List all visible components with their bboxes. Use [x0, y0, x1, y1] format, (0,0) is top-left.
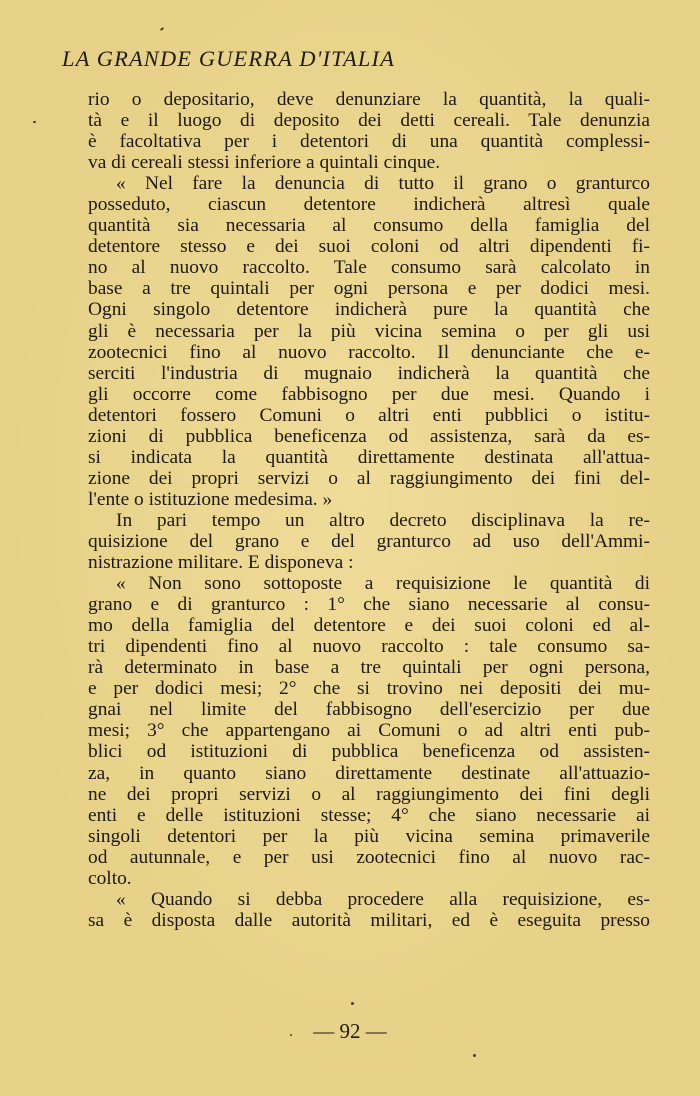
paper-speck: [160, 27, 164, 31]
text-line: base a tre quintali per ogni persona e per dodici mesi.: [88, 278, 650, 300]
text-line: zione dei propri servizi o al raggiungimento dei fini del-: [88, 467, 650, 489]
text-line: In pari tempo un altro decreto disciplinava la re-: [116, 509, 650, 531]
text-line: za, in quanto siano direttamente destinate all'attuazio-: [88, 762, 650, 784]
text-line: gli è necessaria per la più vicina semina o per gli usi: [88, 320, 650, 342]
text-line: zioni di pubblica beneficenza od assistenza, sarà da es-: [88, 425, 650, 447]
text-line: e per dodici mesi; 2° che si trovino nei depositi dei mu-: [88, 678, 650, 700]
text-line: colto.: [88, 867, 132, 889]
text-line: « Non sono sottoposte a requisizione le quantità di: [116, 573, 650, 595]
text-line: mo della famiglia del detentore e dei suoi coloni ed al-: [88, 615, 650, 637]
text-line: detentori fossero Comuni o altri enti pubblici o istitu-: [88, 404, 650, 426]
text-line: « Quando si debba procedere alla requisizione, es-: [116, 888, 650, 910]
text-line: zootecnici fino al nuovo raccolto. Il denunciante che e-: [88, 341, 650, 363]
text-line: grano e di granturco : 1° che siano necessarie al consu-: [88, 594, 650, 616]
text-line: serciti l'industria di mugnaio indicherà la quantità che: [88, 362, 650, 384]
text-line: Ogni singolo detentore indicherà pure la quantità che: [88, 299, 650, 321]
text-line: no al nuovo raccolto. Tale consumo sarà calcolato in: [88, 257, 650, 279]
running-title: LA GRANDE GUERRA D'ITALIA: [62, 46, 395, 71]
text-line: quantità sia necessaria al consumo della famiglia del: [88, 215, 650, 237]
text-line: rio o depositario, deve denunziare la quantità, la quali-: [88, 89, 650, 110]
paper-speck: [473, 1054, 476, 1057]
text-line: rà determinato in base a tre quintali per ogni persona,: [88, 657, 650, 679]
text-line: è facoltativa per i detentori di una quantità complessi-: [88, 131, 650, 153]
text-line: tri dipendenti fino al nuovo raccolto : tale consumo sa-: [88, 636, 650, 658]
text-line: tà e il luogo di deposito dei detti cereali. Tale denunzia: [88, 110, 650, 132]
text-line: l'ente o istituzione medesima. »: [88, 488, 333, 510]
text-line: posseduto, ciascun detentore indicherà altresì quale: [88, 194, 650, 216]
text-line: enti e delle istituzioni stesse; 4° che siano necessarie ai: [88, 804, 650, 826]
paper-speck: [351, 1002, 354, 1005]
text-line: nistrazione militare. E disponeva :: [88, 552, 354, 574]
text-line: blici od istituzioni di pubblica beneficenza od assisten-: [88, 741, 650, 763]
text-line: va di cereali stessi inferiore a quintali cinque.: [88, 152, 441, 174]
text-line: ne dei propri servizi o al raggiungimento dei fini degli: [88, 783, 650, 805]
text-line: gnai nel limite del fabbisogno dell'esercizio per due: [88, 699, 650, 721]
text-line: si indicata la quantità direttamente destinata all'attua-: [88, 446, 650, 468]
text-line: singoli detentori per la più vicina semina primaverile: [88, 825, 650, 847]
text-line: detentore stesso e dei suoi coloni od altri dipendenti fi-: [88, 236, 650, 258]
page-number: — 92 —: [313, 1019, 387, 1043]
text-line: od autunnale, e per usi zootecnici fino al nuovo rac-: [88, 846, 650, 868]
text-line: « Nel fare la denuncia di tutto il grano o granturco: [116, 173, 650, 195]
paper-speck: [290, 1034, 292, 1036]
text-line: quisizione del grano e del granturco ad uso dell'Ammi-: [88, 530, 650, 552]
text-line: sa è disposta dalle autorità militari, ed è eseguita presso: [88, 909, 650, 931]
paper-speck: [33, 121, 36, 123]
text-line: gli occorre come fabbisogno per due mesi. Quando i: [88, 383, 650, 405]
text-line: mesi; 3° che appartengano ai Comuni o ad altri enti pub-: [88, 720, 650, 742]
body-text: [88, 89, 650, 931]
